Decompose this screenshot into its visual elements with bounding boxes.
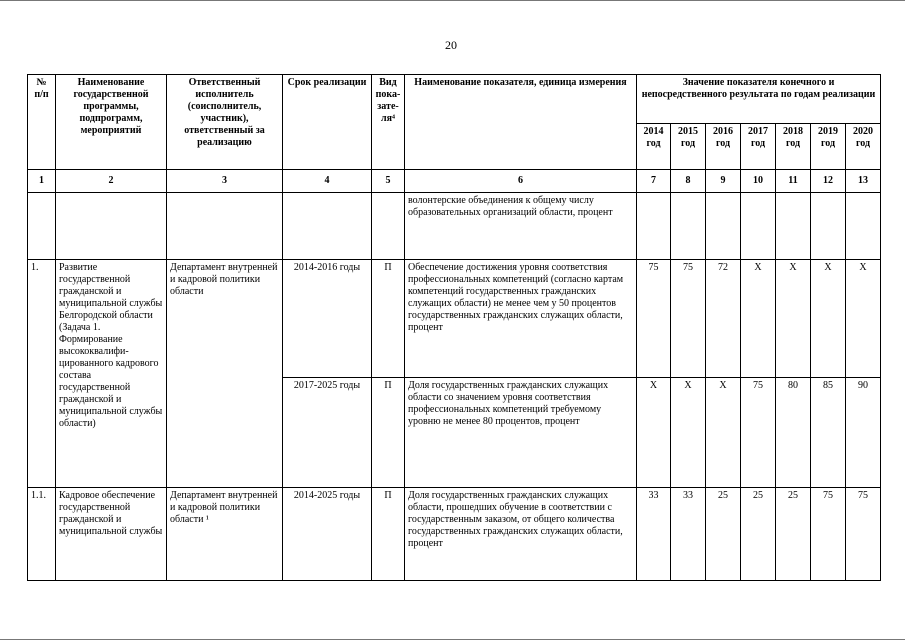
cell-kind: П	[372, 378, 405, 488]
cell-num: 1.	[28, 260, 56, 488]
cell-indicator: волонтерские объединения к общему числу образовательных организаций области, процент	[405, 193, 637, 260]
header-year-2018: 2018 год	[776, 124, 811, 170]
cell-value: 90	[846, 378, 881, 488]
cell-num: 1.1.	[28, 488, 56, 581]
cell-value: 75	[741, 378, 776, 488]
cell-empty	[811, 193, 846, 260]
header-kind: Вид пока-зате-ля⁴	[372, 75, 405, 170]
header-year-2019: 2019 год	[811, 124, 846, 170]
cell-value: 80	[776, 378, 811, 488]
cell-value: 75	[811, 488, 846, 581]
cell-term: 2014-2016 годы	[283, 260, 372, 378]
col-number: 1	[28, 170, 56, 193]
cell-value: Х	[671, 378, 706, 488]
cell-kind: П	[372, 260, 405, 378]
cell-value: Х	[811, 260, 846, 378]
cell-empty	[28, 193, 56, 260]
cell-empty	[706, 193, 741, 260]
header-year-2017: 2017 год	[741, 124, 776, 170]
header-responsible: Ответственный исполнитель (соисполнитель, участник), ответственный за реализацию	[167, 75, 283, 170]
cell-responsible: Департамент внутренней и кадровой политики области ¹	[167, 488, 283, 581]
col-number: 2	[56, 170, 167, 193]
header-name: Наименование государственной программы, подпрограмм, мероприятий	[56, 75, 167, 170]
cell-kind: П	[372, 488, 405, 581]
col-number: 9	[706, 170, 741, 193]
col-number: 5	[372, 170, 405, 193]
cell-value: 72	[706, 260, 741, 378]
cell-term: 2014-2025 годы	[283, 488, 372, 581]
scan-edge-top	[0, 0, 905, 1]
header-year-2020: 2020 год	[846, 124, 881, 170]
table-row	[28, 193, 881, 260]
col-number: 13	[846, 170, 881, 193]
page-number: 20	[445, 38, 457, 52]
col-number: 10	[741, 170, 776, 193]
cell-value: 33	[637, 488, 671, 581]
cell-empty	[283, 193, 372, 260]
cell-value: 85	[811, 378, 846, 488]
col-number: 8	[671, 170, 706, 193]
table-row	[28, 260, 881, 378]
col-number: 11	[776, 170, 811, 193]
indicators-table	[27, 74, 881, 581]
table-row	[28, 488, 881, 581]
header-year-2016: 2016 год	[706, 124, 741, 170]
cell-empty	[741, 193, 776, 260]
cell-empty	[56, 193, 167, 260]
col-number: 12	[811, 170, 846, 193]
cell-responsible: Департамент внутренней и кадровой политики области	[167, 260, 283, 488]
cell-empty	[637, 193, 671, 260]
cell-value: 25	[706, 488, 741, 581]
cell-value: 75	[637, 260, 671, 378]
header-num: № п/п	[28, 75, 56, 170]
cell-empty	[776, 193, 811, 260]
col-number: 4	[283, 170, 372, 193]
cell-value: 25	[741, 488, 776, 581]
header-values: Значение показателя конечного и непосредственного результата по годам реализации	[637, 75, 881, 124]
cell-indicator: Доля государственных гражданских служащих области со значением уровня соответствия профессиональных компетенций требуемому уровню не менее 80 процентов, процент	[405, 378, 637, 488]
cell-value: 33	[671, 488, 706, 581]
header-term: Срок реализации	[283, 75, 372, 170]
cell-value: Х	[637, 378, 671, 488]
cell-empty	[167, 193, 283, 260]
cell-program-name: Кадровое обеспечение государственной гражданской и муниципальной службы	[56, 488, 167, 581]
header-year-2015: 2015 год	[671, 124, 706, 170]
cell-value: Х	[706, 378, 741, 488]
cell-empty	[372, 193, 405, 260]
cell-term: 2017-2025 годы	[283, 378, 372, 488]
cell-value: Х	[776, 260, 811, 378]
cell-value: Х	[846, 260, 881, 378]
header-indicator: Наименование показателя, единица измерения	[405, 75, 637, 170]
header-year-2014: 2014 год	[637, 124, 671, 170]
cell-indicator: Доля государственных гражданских служащих области, прошедших обучение в соответствии с государственным заказом, от общего количества государственных гражданских служащих области, процент	[405, 488, 637, 581]
cell-empty	[846, 193, 881, 260]
cell-program-name: Развитие государственной гражданской и муниципальной службы Белгородской области (Задача 1. Формирование высококвалифи-цированного кадрового состава государственной гражданской и муниципальной службы области)	[56, 260, 167, 488]
col-number: 7	[637, 170, 671, 193]
col-number: 3	[167, 170, 283, 193]
cell-value: 75	[846, 488, 881, 581]
cell-indicator: Обеспечение достижения уровня соответствия профессиональных компетенций (согласно картам компетенций государственных гражданских служащих области) не менее чем у 50 процентов государственных гражданских служащих области, процент	[405, 260, 637, 378]
cell-value: 25	[776, 488, 811, 581]
cell-value: Х	[741, 260, 776, 378]
cell-empty	[671, 193, 706, 260]
cell-value: 75	[671, 260, 706, 378]
col-number: 6	[405, 170, 637, 193]
